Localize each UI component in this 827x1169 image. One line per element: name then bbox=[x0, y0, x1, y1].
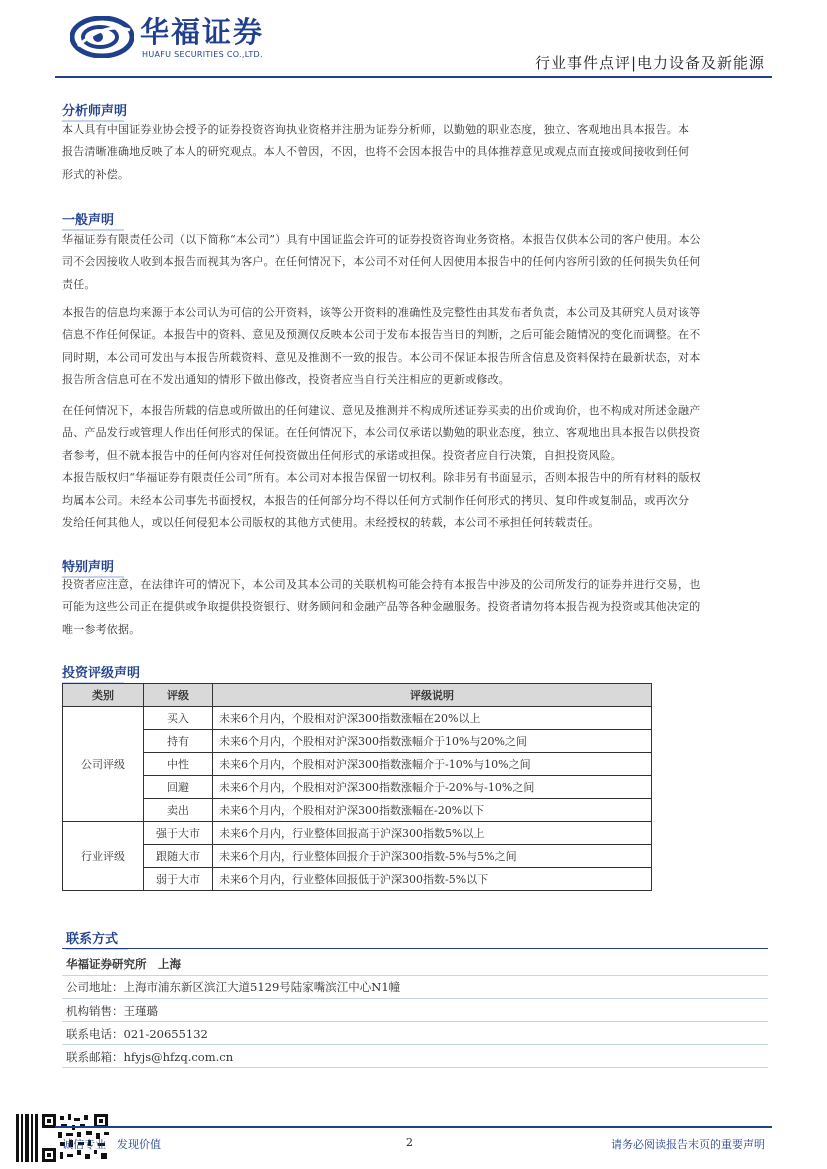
text-line: 发给任何其他人，或以任何侵犯本公司版权的其他方式使用。未经授权的转载，本公司不承担任何转载责任。 bbox=[62, 516, 600, 530]
text-line: 报告清晰准确地反映了本人的研究观点。本人不曾因，不因，也将不会因本报告中的具体推荐意见或观点而直接或间接收到任何 bbox=[62, 145, 690, 159]
contact-row-divider bbox=[62, 1021, 768, 1022]
grade-cell: 买入 bbox=[144, 707, 213, 730]
description-cell: 未来6个月内，个股相对沪深300指数涨幅介于-20%与-10%之间 bbox=[213, 776, 652, 799]
column-header-category: 类别 bbox=[63, 684, 144, 707]
table-row bbox=[63, 730, 652, 753]
contact-row-divider bbox=[62, 975, 768, 976]
table-row bbox=[63, 707, 652, 730]
contact-title: 联系方式 bbox=[66, 928, 128, 950]
huafu-logo-icon bbox=[70, 16, 134, 58]
text-line: 唯一参考依据。 bbox=[62, 622, 141, 636]
text-line: 者参考，但不就本报告中的任何内容对任何投资做出任何形式的承诺或担保。投资者应自行决策，自担投资风险。 bbox=[62, 448, 622, 462]
text-line: 报告所含信息可在不发出通知的情形下做出修改，投资者应当自行关注相应的更新或修改。 bbox=[62, 373, 510, 387]
table-row bbox=[63, 753, 652, 776]
contact-address: 公司地址：上海市浦东新区滨江大道5129号陆家嘴滨江中心N1幢 bbox=[66, 980, 401, 994]
company-rating-label: 公司评级 bbox=[63, 707, 144, 822]
text-line: 形式的补偿。 bbox=[62, 167, 130, 181]
description-cell: 未来6个月内，行业整体回报高于沪深300指数5%以上 bbox=[213, 822, 652, 845]
contact-divider bbox=[62, 948, 768, 949]
description-cell: 未来6个月内，个股相对沪深300指数涨幅介于10%与20%之间 bbox=[213, 730, 652, 753]
footer-notice: 请务必阅读报告末页的重要声明 bbox=[611, 1138, 765, 1151]
general-statement-title: 一般声明 bbox=[62, 209, 124, 231]
company-logo bbox=[70, 14, 280, 64]
text-line: 华福证券有限责任公司（以下简称“本公司”）具有中国证监会许可的证券投资咨询业务资格。本报告仅供本公司的客户使用。本公 bbox=[62, 233, 701, 246]
grade-cell: 强于大市 bbox=[144, 822, 213, 845]
table-header-row bbox=[63, 684, 652, 707]
special-statement-text bbox=[62, 574, 768, 641]
description-cell: 未来6个月内，个股相对沪深300指数涨幅在-20%以下 bbox=[213, 799, 652, 822]
general-statement-p2 bbox=[62, 302, 768, 392]
contact-phone: 联系电话：021-20655132 bbox=[66, 1027, 208, 1041]
grade-cell: 跟随大市 bbox=[144, 845, 213, 868]
table-row bbox=[63, 799, 652, 822]
table-row bbox=[63, 822, 652, 845]
header-divider bbox=[55, 76, 772, 78]
grade-cell: 卖出 bbox=[144, 799, 213, 822]
text-line: 司不会因接收人收到本报告而视其为客户。在任何情况下，本公司不对任何人因使用本报告中的任何内容所引致的任何损失负任何 bbox=[62, 255, 701, 269]
table-row bbox=[63, 845, 652, 868]
contact-email: 联系邮箱：hfyjs@hfzq.com.cn bbox=[66, 1050, 234, 1064]
text-line: 信息不作任何保证。本报告中的资料、意见及预测仅反映本公司于发布本报告当日的判断，之后可能会随情况的变化而调整。在不 bbox=[62, 328, 701, 342]
grade-cell: 持有 bbox=[144, 730, 213, 753]
footer-divider bbox=[55, 1126, 772, 1128]
general-statement-p1 bbox=[62, 229, 768, 296]
description-cell: 未来6个月内，个股相对沪深300指数涨幅介于-10%与10%之间 bbox=[213, 753, 652, 776]
footer-slogan: 诚信专业 发现价值 bbox=[62, 1138, 161, 1151]
contact-row-divider bbox=[62, 1067, 768, 1068]
analyst-statement-text bbox=[62, 119, 768, 186]
description-cell: 未来6个月内，个股相对沪深300指数涨幅在20%以上 bbox=[213, 707, 652, 730]
text-line: 同时期，本公司可发出与本报告所载资料、意见及推测不一致的报告。本公司不保证本报告所含信息及资料保持在最新状态，对本 bbox=[62, 350, 701, 364]
logo-english-name: HUAFU SECURITIES CO.,LTD. bbox=[142, 50, 263, 59]
table-row bbox=[63, 868, 652, 891]
logo-chinese-name: 华福证券 bbox=[140, 15, 265, 49]
contact-org: 华福证券研究所 上海 bbox=[66, 957, 181, 971]
report-type: 行业事件点评|电力设备及新能源 bbox=[534, 54, 765, 72]
industry-rating-label: 行业评级 bbox=[63, 822, 144, 891]
analyst-statement-title: 分析师声明 bbox=[62, 100, 127, 122]
text-line: 均属本公司。未经本公司事先书面授权，本报告的任何部分均不得以任何方式制作任何形式的拷贝、复印件或复制品，或再次分 bbox=[62, 493, 690, 507]
table-row bbox=[63, 776, 652, 799]
page-number: 2 bbox=[406, 1136, 413, 1149]
column-header-grade: 评级 bbox=[144, 684, 213, 707]
column-header-description: 评级说明 bbox=[213, 684, 652, 707]
text-line: 本人具有中国证券业协会授予的证券投资咨询执业资格并注册为证券分析师，以勤勉的职业态度，独立、客观地出具本报告。本 bbox=[62, 123, 690, 136]
grade-cell: 回避 bbox=[144, 776, 213, 799]
contact-row-divider bbox=[62, 1044, 768, 1045]
text-line: 品、产品发行或管理人作出任何形式的保证。在任何情况下，本公司仅承诺以勤勉的职业态度，独立、客观地出具本报告以供投资 bbox=[62, 426, 701, 440]
description-cell: 未来6个月内，行业整体回报低于沪深300指数-5%以下 bbox=[213, 868, 652, 891]
text-line: 投资者应注意，在法律许可的情况下，本公司及其本公司的关联机构可能会持有本报告中涉及的公司所发行的证券并进行交易，也 bbox=[62, 578, 701, 591]
text-line: 可能为这些公司正在提供或争取提供投资银行、财务顾问和金融产品等各种金融服务。投资者请勿将本报告视为投资或其他决定的 bbox=[62, 600, 701, 614]
contact-row-divider bbox=[62, 998, 768, 999]
rating-statement-title: 投资评级声明 bbox=[62, 662, 140, 684]
grade-cell: 中性 bbox=[144, 753, 213, 776]
rating-table bbox=[62, 683, 652, 891]
text-line: 在任何情况下，本报告所载的信息或所做出的任何建议、意见及推测并不构成所述证券买卖的出价或询价，也不构成对所述金融产 bbox=[62, 404, 701, 417]
text-line: 本报告版权归“华福证券有限责任公司”所有。本公司对本报告保留一切权利。除非另有书面显示，否则本报告中的所有材料的版权 bbox=[62, 471, 701, 485]
contact-sales: 机构销售：王瑾璐 bbox=[66, 1004, 158, 1018]
general-statement-p3 bbox=[62, 400, 768, 534]
special-statement-title: 特别声明 bbox=[62, 556, 124, 578]
text-line: 责任。 bbox=[62, 277, 96, 291]
description-cell: 未来6个月内，行业整体回报介于沪深300指数-5%与5%之间 bbox=[213, 845, 652, 868]
text-line: 本报告的信息均来源于本公司认为可信的公开资料，该等公开资料的准确性及完整性由其发布者负责，本公司及其研究人员对该等 bbox=[62, 306, 701, 319]
grade-cell: 弱于大市 bbox=[144, 868, 213, 891]
